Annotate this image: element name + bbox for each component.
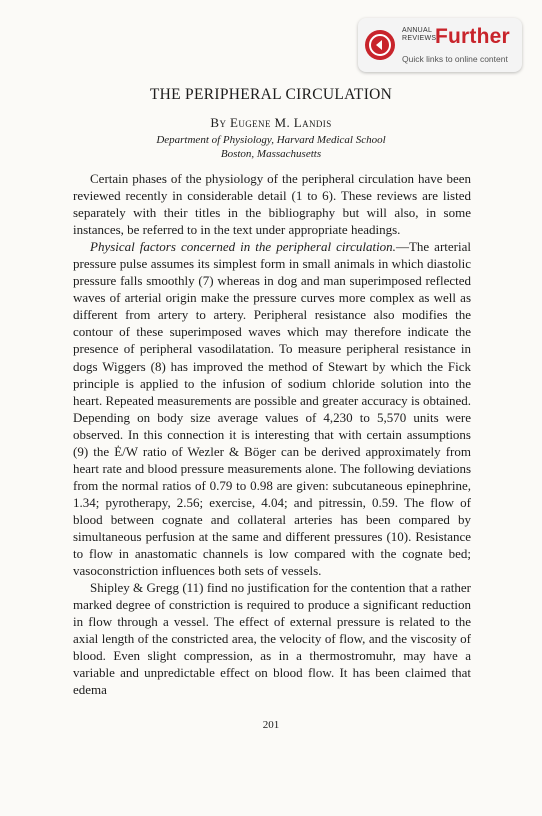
paragraph-text: Shipley & Gregg (11) find no justification for the contention that a rather marked degree of constriction is required to produce a significant reduction in flow through a vessel. The effect of external pressure is related to the axial length of the constricted area, the velocity of flow, and the viscosity of blood. Even slight compression, as in a thermostromuhr, may have a variable and unpredictable effect on blood flow. It has been claimed that edema xyxy=(73,580,471,698)
department: Department of Physiology, Harvard Medical School xyxy=(156,134,386,146)
article-body xyxy=(73,170,471,698)
publisher-label: ANNUAL REVIEWS xyxy=(402,27,437,42)
play-circle-icon xyxy=(365,30,395,60)
affiliation xyxy=(0,133,542,161)
paragraph-intro xyxy=(73,170,471,238)
paragraph-text: Certain phases of the physiology of the peripheral circulation have been reviewed recently in considerable detail (1 to 6). These reviews are listed separately with their titles in the bibliography but will also, in some instances, be referred to in the text under appropriate headings. xyxy=(73,171,471,238)
paragraph-shipley-gregg xyxy=(73,579,471,698)
author-line xyxy=(0,115,542,131)
paragraph-lead: Physical factors concerned in the peripheral circulation. xyxy=(90,239,396,255)
further-links-badge[interactable] xyxy=(358,18,522,72)
location: Boston, Massachusetts xyxy=(220,148,322,160)
author-prefix: By xyxy=(210,115,227,130)
paragraph-physical-factors xyxy=(73,238,471,579)
badge-subtitle: Quick links to online content xyxy=(402,54,508,64)
author-name: Eugene M. Landis xyxy=(230,115,332,130)
further-label: Further xyxy=(435,25,510,48)
paragraph-text: —The arterial pressure pulse assumes its simplest form in small animals in which diastolic pressure falls smoothly (7) whereas in dog and man superimposed reflected waves of arterial origin make the pressure curves more complex as well as different from artery to artery. Peripheral resistance also modifies the contour of these superimposed waves which may therefore indicate the presence of peripheral vasodilatation. To measure peripheral resistance in dogs Wiggers (8) has improved the method of Stewart by which the Fick principle is applied to the infusion of sodium chloride solution into the heart. Repeated measurements are possible and greater accuracy is obtained. Depending on body size average values of 4,230 to 5,570 units were observed. In this connection it is interesting that with certain assumptions (9) the Ė/W ratio of Wezler & Böger can be derived approximately from heart rate and blood pressure measurements alone. The following deviations from the normal ratios of 0.79 to 0.98 are given: subcutaneous epinephrine, 1.34; pyrotherapy, 2.56; exercise, 4.04; and pitressin, 0.59. The flow of blood between cognate and collateral arteries has been compared by simultaneous perfusion at the same and different pressures (10). Resistance to flow in anastomatic channels is low compared with the cognate bed; vasoconstriction influences both sets of vessels. xyxy=(73,239,471,579)
article-title: THE PERIPHERAL CIRCULATION xyxy=(149,86,393,103)
page-number: 201 xyxy=(262,719,280,731)
